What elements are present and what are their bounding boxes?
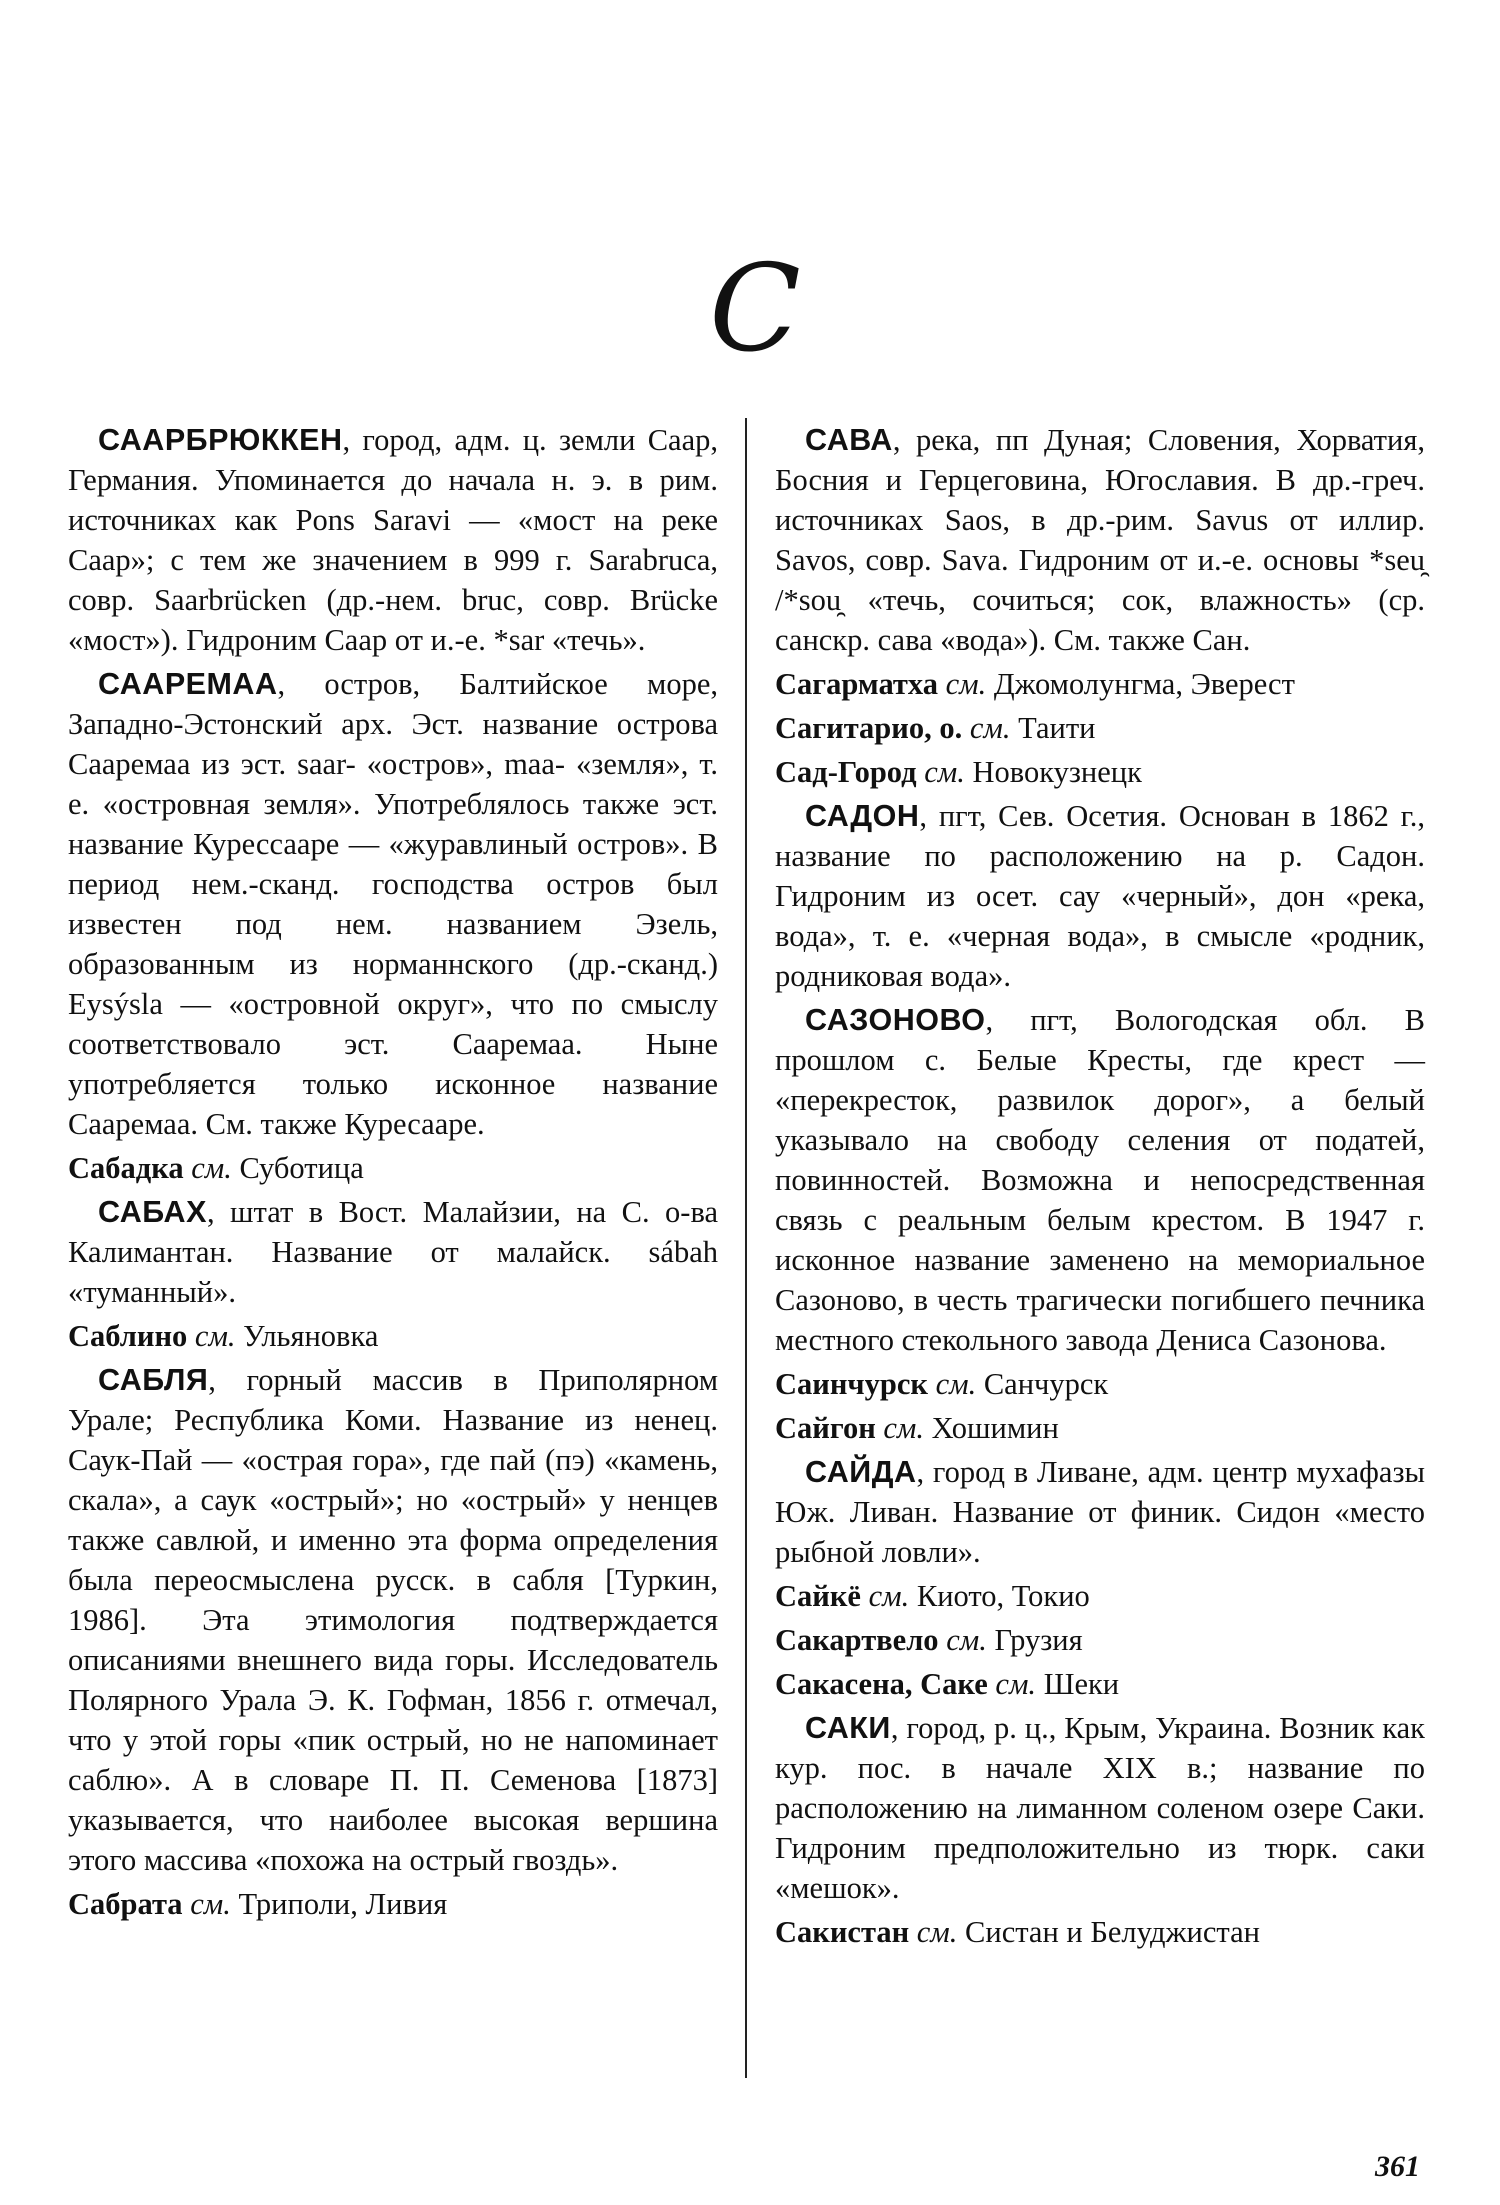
ref-saike (775, 1576, 1425, 1616)
ref-head: Сагитарио, о. (775, 711, 963, 745)
ref-sabrata (68, 1884, 718, 1924)
ref-head: Сад-Город (775, 755, 917, 789)
entry-head: СААРБРЮККЕН (98, 423, 343, 457)
ref-sakartvelo (775, 1620, 1425, 1660)
see-mark: см. (909, 1915, 958, 1949)
ref-head: Сайгон (775, 1411, 876, 1445)
entry-head: СААРЕМАА (98, 667, 278, 701)
see-mark: см. (916, 755, 965, 789)
ref-sagitario (775, 708, 1425, 748)
see-mark: см. (183, 1151, 232, 1185)
see-mark: см. (927, 1367, 977, 1401)
ref-sainchursk (775, 1364, 1425, 1404)
ref-target: Грузия (986, 1623, 1083, 1657)
page-number: 361 (1375, 2150, 1420, 2183)
entry-sablya (68, 1360, 718, 1880)
right-column (775, 420, 1425, 1956)
ref-target: Шеки (1036, 1667, 1120, 1701)
entry-head: САБЛЯ (98, 1363, 209, 1397)
ref-head: Саблино (68, 1319, 188, 1353)
ref-head: Сакартвело (775, 1623, 939, 1657)
ref-head: Сайкё (775, 1579, 861, 1613)
entry-text: , город, адм. ц. земли Саар, Германия. Упоминается до начала н. э. в рим. источниках как Pons Saravi — «мост на реке Саар»; с тем же значением в 999 г. Sarabruca, совр. Saarbrücken (др.-нем. bruc, совр. Brücke «мост»). Гидроним Саар от и.-е. *sar «течь». (68, 423, 718, 657)
entry-sabah (68, 1192, 718, 1312)
ref-head: Сакасена, Саке (775, 1667, 988, 1701)
left-column (68, 420, 718, 1928)
entry-head: САБАХ (98, 1195, 207, 1229)
ref-target: Систан и Белуджистан (957, 1915, 1260, 1949)
ref-target: Новокузнецк (964, 755, 1142, 789)
ref-target: Триполи, Ливия (230, 1887, 448, 1921)
entry-sazonovo (775, 1000, 1425, 1360)
see-mark: см. (182, 1887, 231, 1921)
entry-head: САКИ (805, 1711, 891, 1745)
entry-head: САВА (805, 423, 893, 457)
see-mark: см. (875, 1411, 925, 1445)
ref-head: Сакистан (775, 1915, 910, 1949)
ref-sakistan (775, 1912, 1425, 1952)
ref-saigon (775, 1408, 1425, 1448)
entry-head: САЗОНОВО (805, 1003, 986, 1037)
ref-target: Ульяновка (235, 1319, 379, 1353)
entry-sava (775, 420, 1425, 660)
entry-text: , река, пп Дуная; Словения, Хорватия, Босния и Герцеговина, Югославия. В др.-греч. источниках Saos, в др.-рим. Savus от иллир. Savos, совр. Sava. Гидроним от и.-е. основы *seu̯ /*sou̯ «течь, сочиться; сок, влажность» (ср. санскр. сава «вода»). См. также Сан. (775, 423, 1425, 657)
ref-sablino (68, 1316, 718, 1356)
ref-target: Санчурск (976, 1367, 1109, 1401)
entry-text: , город, р. ц., Крым, Украина. Возник как кур. пос. в начале XIX в.; название по расположению на лиманном соленом озере Саки. Гидроним предположительно из тюрк. саки «мешок». (775, 1711, 1425, 1905)
ref-head: Сабрата (68, 1887, 183, 1921)
ref-sad-gorod (775, 752, 1425, 792)
see-mark: см. (987, 1667, 1037, 1701)
see-mark: см. (937, 667, 987, 701)
ref-head: Саинчурск (775, 1367, 928, 1401)
ref-head: Сабадка (68, 1151, 184, 1185)
entry-saida (775, 1452, 1425, 1572)
entry-text: , пгт, Сев. Осетия. Основан в 1862 г., название по расположению на р. Садон. Гидроним из осет. сау «черный», дон «река, вода», т. е. «черная вода», в смысле «родник, родниковая вода». (775, 799, 1425, 993)
ref-sagarmatha (775, 664, 1425, 704)
ref-head: Сагарматха (775, 667, 938, 701)
entry-saarbrucken (68, 420, 718, 660)
entry-text: , горный массив в Приполярном Урале; Республика Коми. Название из ненец. Саук-Пай — «острая гора», где пай (пэ) «камень, скала», а саук «острый»; но «острый» у ненцев также савлюй, и именно эта форма определения была переосмыслена русск. в сабля [Туркин, 1986]. Эта этимология подтверждается описаниями внешнего вида горы. Исследователь Полярного Урала Э. К. Гофман, 1856 г. отмечал, что у этой горы «пик острый, но не напоминает саблю». А в словаре П. П. Семенова [1873] указывается, что наиболее высокая вершина этого массива «похожа на острый гвоздь». (68, 1363, 718, 1877)
entry-text: , штат в Вост. Малайзии, на С. о-ва Калимантан. Название от малайск. sábah «туманный». (68, 1195, 718, 1309)
see-mark: см. (187, 1319, 236, 1353)
entry-text: , город в Ливане, адм. центр мухафазы Юж. Ливан. Название от финик. Сидон «место рыбной ловли». (775, 1455, 1425, 1569)
entry-text: , остров, Балтийское море, Западно-Эстонский арх. Эст. название острова Сааремаа из эст. saar- «остров», maa- «земля», т. е. «островная земля». Употреблялось также эст. название Курессааре — «журавлиный остров». В период нем.-сканд. господства остров был известен под нем. названием Эзель, образованным из норманнского (др.-сканд.) Eysýsla — «островной округ», что по смыслу соответствовало эст. Сааремаа. Ныне употребляется только исконное название Сааремаа. См. также Куресааре. (68, 667, 718, 1141)
ref-target: Таити (1010, 711, 1096, 745)
section-letter: С (709, 240, 801, 379)
ref-sakasena (775, 1664, 1425, 1704)
see-mark: см. (938, 1623, 987, 1657)
see-mark: см. (860, 1579, 910, 1613)
ref-target: Хошимин (924, 1411, 1059, 1445)
entry-saki (775, 1708, 1425, 1908)
entry-text: , пгт, Вологодская обл. В прошлом с. Белые Кресты, где крест — «перекресток, развилок дорог», а белый указывало на свободу селения от податей, повинностей. Возможна и непосредственная связь с реальным белым крестом. В 1947 г. исконное название заменено на мемориальное Сазоново, в честь трагически погибшего печника местного стекольного завода Дениса Сазонова. (775, 1003, 1425, 1357)
entry-head: САДОН (805, 799, 920, 833)
column-divider (745, 418, 747, 2078)
ref-target: Джомолунгма, Эверест (986, 667, 1295, 701)
entry-saaremaa (68, 664, 718, 1144)
ref-target: Суботица (231, 1151, 364, 1185)
ref-sabadka (68, 1148, 718, 1188)
entry-head: САЙДА (805, 1455, 917, 1489)
entry-sadon (775, 796, 1425, 996)
see-mark: см. (962, 711, 1011, 745)
ref-target: Киото, Токио (909, 1579, 1090, 1613)
